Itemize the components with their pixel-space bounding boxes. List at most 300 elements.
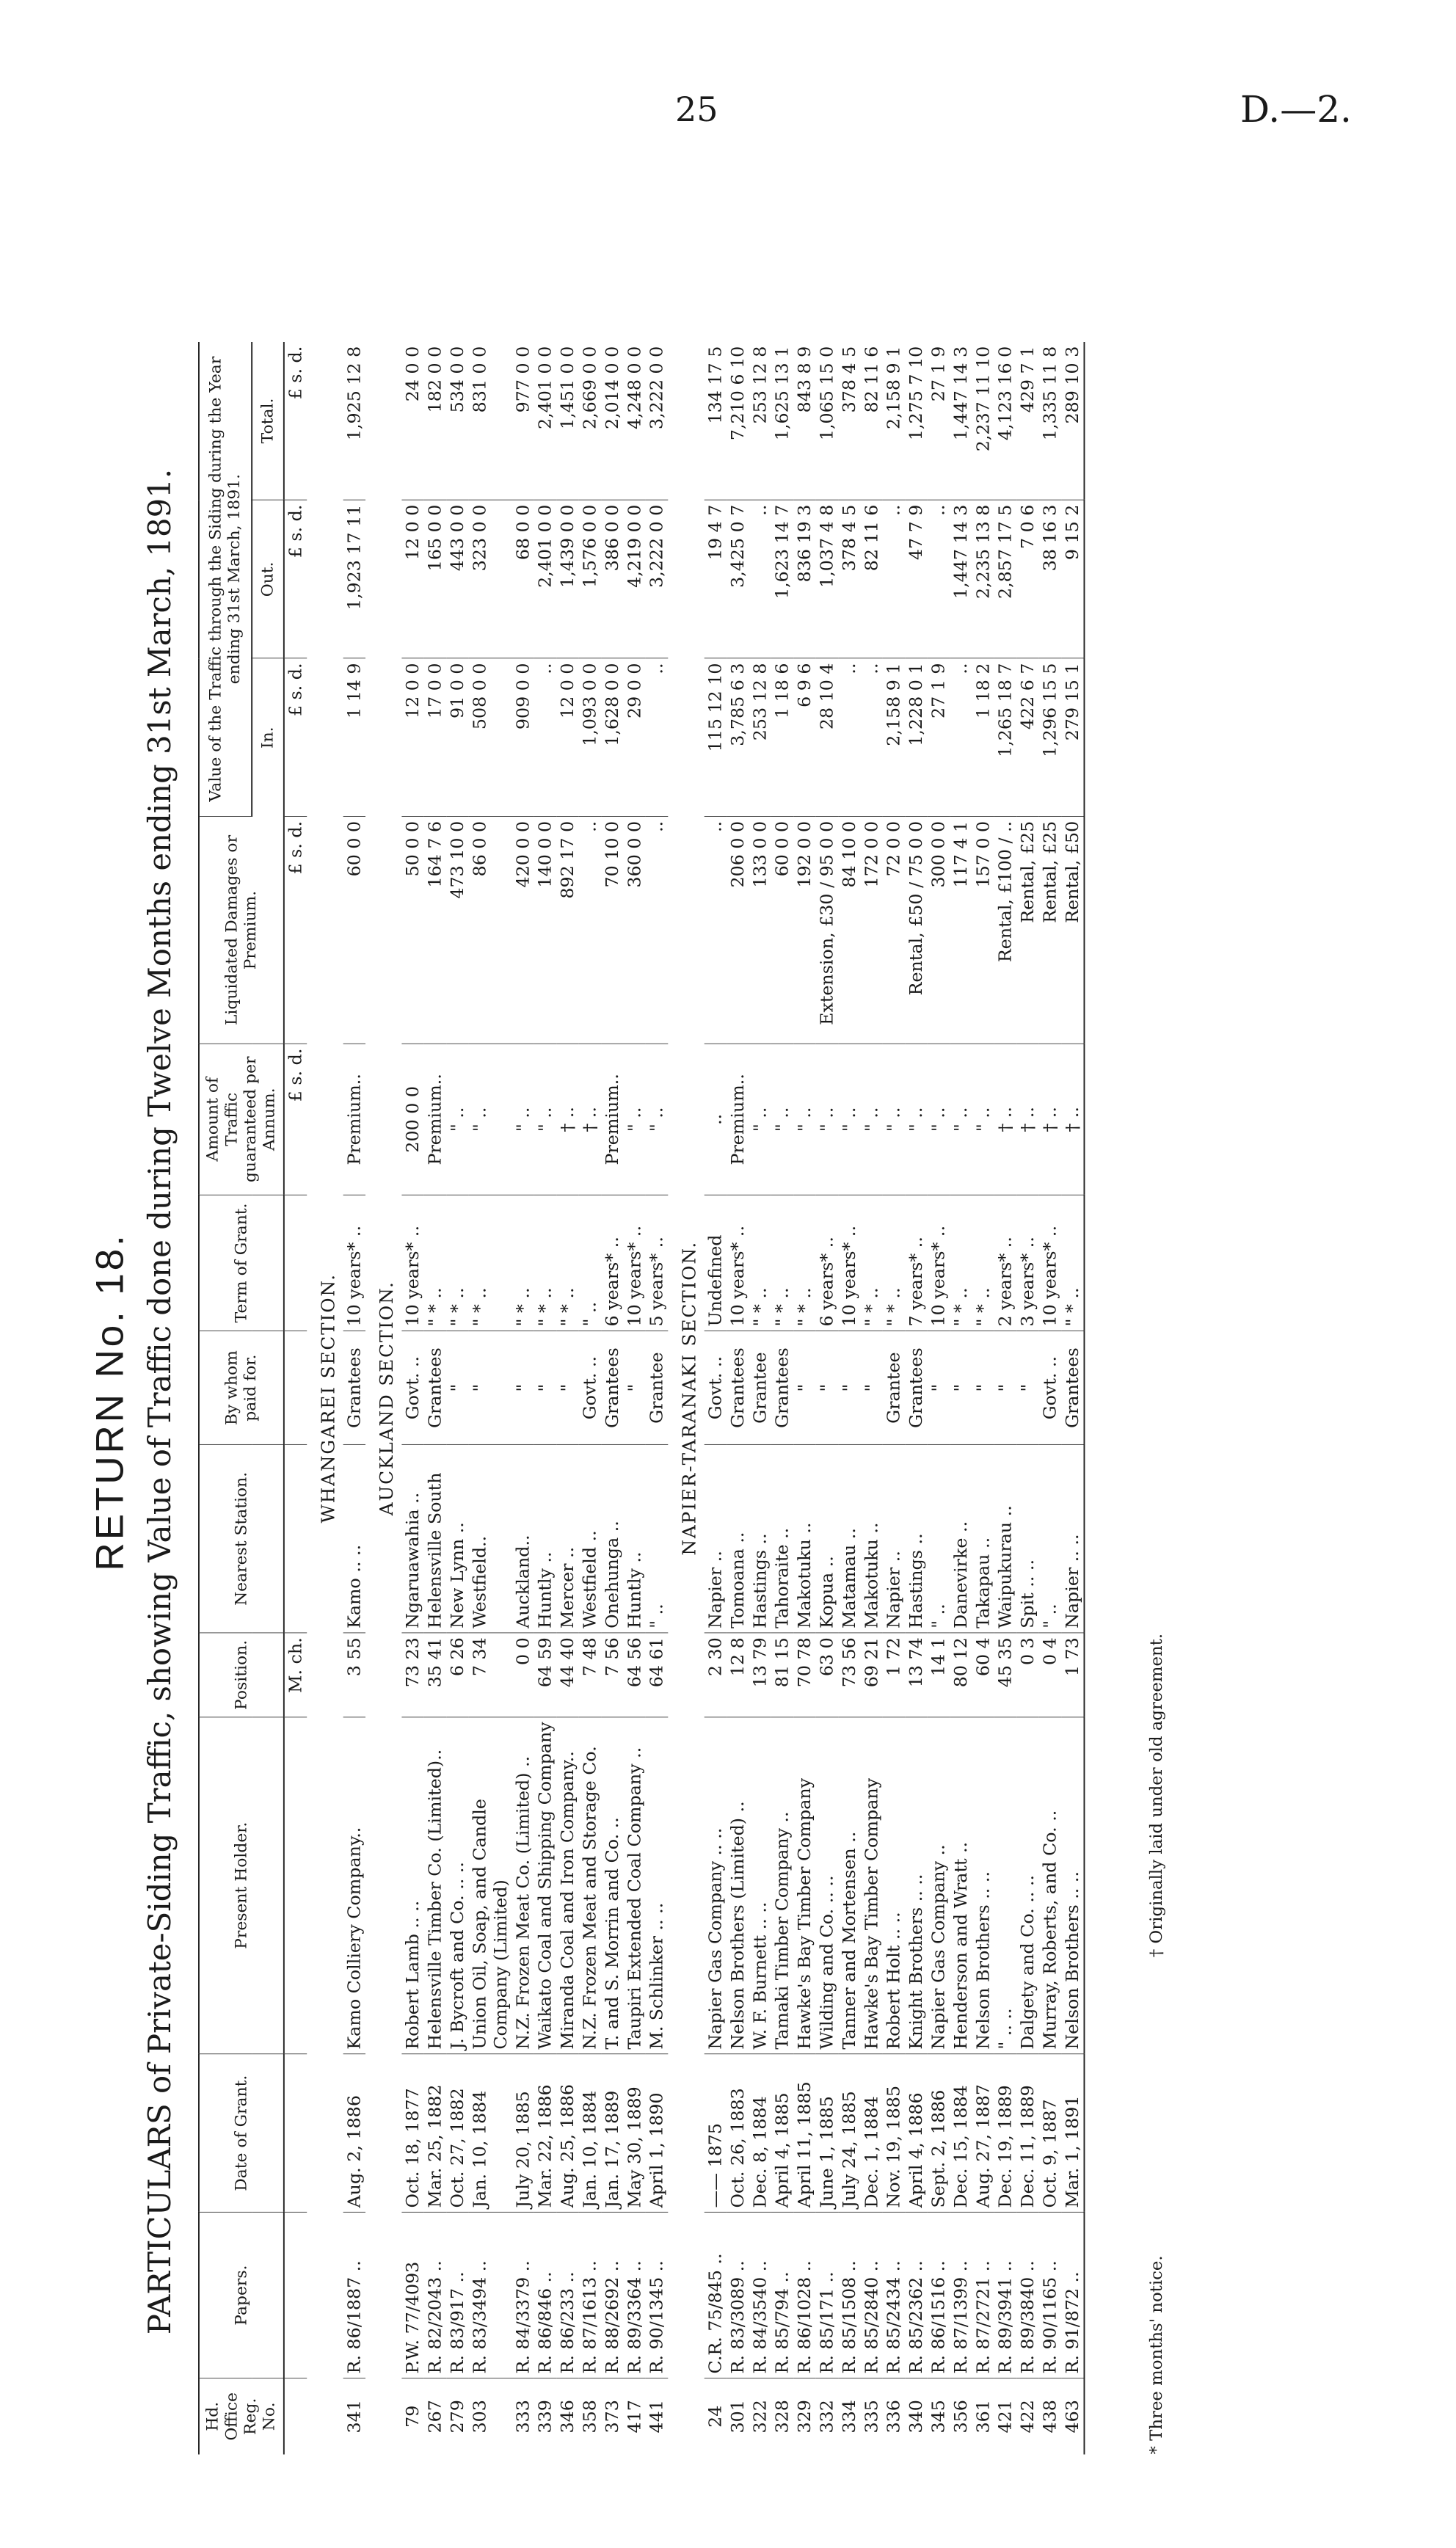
cell-out: 12 0 0 (401, 500, 423, 658)
cell-term: " * .. (424, 1195, 446, 1331)
cell-total: 1,335 11 8 (1039, 342, 1061, 500)
cell-holder: Nelson Brothers .. .. (1061, 1717, 1084, 2054)
cell-holder: Murray, Roberts, and Co. .. (1039, 1717, 1061, 2054)
unit-position: M. ch. (284, 1633, 307, 1717)
cell-damages: 86 0 0 (469, 817, 512, 1044)
cell-station: Takapau .. (972, 1445, 994, 1633)
cell-in: .. (861, 658, 883, 816)
cell-damages: Extension, £30 / 95 0 0 (816, 817, 838, 1044)
table-row (771, 342, 793, 2455)
cell-papers: R. 88/2692 .. (601, 2213, 623, 2378)
cell-damages: 420 0 0 (512, 817, 534, 1044)
cell-station: Napier .. (883, 1445, 905, 1633)
cell-damages: 140 0 0 (534, 817, 556, 1044)
cell-date: Mar. 25, 1882 (424, 2054, 446, 2213)
cell-office-no: 303 (469, 2400, 490, 2434)
cell-position: 44 40 (556, 1633, 578, 1717)
col-present-holder: Present Holder. (199, 1717, 284, 2054)
cell-term: 7 years* .. (905, 1195, 927, 1331)
cell-total: 429 7 1 (1016, 342, 1038, 500)
cell-paid-by: Govt. .. (705, 1331, 727, 1445)
cell-papers: R. 85/794 .. (771, 2213, 793, 2378)
cell-in: 909 0 0 (512, 658, 534, 816)
table-row (749, 342, 771, 2455)
cell-term: 10 years* .. (838, 1195, 860, 1331)
cell-paid-by: Grantees (1061, 1331, 1084, 1445)
cell-date: Dec. 19, 1889 (994, 2054, 1016, 2213)
table-row (950, 342, 972, 2455)
document-reference: D.—2. (1240, 88, 1352, 131)
cell-station: Napier .. .. (1061, 1445, 1084, 1633)
cell-paid-by: " (816, 1331, 838, 1445)
cell-position: 73 23 (401, 1633, 423, 1717)
cell-in: 12 0 0 (556, 658, 578, 816)
cell-total: 2,158 9 1 (883, 342, 905, 500)
cell-paid-by: " (469, 1331, 512, 1445)
cell-paid-by: Grantees (424, 1331, 446, 1445)
cell-station: Huntly .. (534, 1445, 556, 1633)
cell-total: 253 12 8 (749, 342, 771, 500)
cell-position: 35 41 (424, 1633, 446, 1717)
cell-in: 6 9 6 (793, 658, 815, 816)
cell-office-no: 356 (950, 2400, 971, 2434)
cell-papers: R. 85/2434 .. (883, 2213, 905, 2378)
cell-holder: Dalgety and Co. .. .. (1016, 1717, 1038, 2054)
cell-office-no: 332 (816, 2400, 837, 2434)
col-total: Total. (252, 342, 284, 500)
cell-office-no: 301 (727, 2400, 748, 2434)
cell-total: 4,123 16 0 (994, 342, 1016, 500)
cell-date: Mar. 1, 1891 (1061, 2054, 1084, 2213)
section-heading-row (365, 342, 401, 2455)
cell-damages: Rental, £25 (1039, 817, 1061, 1044)
cell-position: 13 79 (749, 1633, 771, 1717)
cell-out: 378 4 5 (838, 500, 860, 658)
cell-position: 1 73 (1061, 1633, 1084, 1717)
cell-paid-by: Govt. .. (579, 1331, 601, 1445)
cell-position: 3 55 (343, 1633, 365, 1717)
cell-out: .. (928, 500, 950, 658)
unit-guaranteed: £ s. d. (284, 1044, 307, 1195)
cell-in: 27 1 9 (928, 658, 950, 816)
cell-station: Kopua .. (816, 1445, 838, 1633)
table-row (343, 342, 365, 2455)
cell-out: 323 0 0 (469, 500, 512, 658)
cell-paid-by: " (556, 1331, 578, 1445)
cell-holder: Tanner and Mortensen .. (838, 1717, 860, 2054)
cell-damages: .. (579, 817, 601, 1044)
cell-station: Ngaruawahia .. (401, 1445, 423, 1633)
cell-position: 7 34 (469, 1633, 512, 1717)
cell-position: 64 59 (534, 1633, 556, 1717)
cell-station: Westfield .. (579, 1445, 601, 1633)
cell-holder: Tamaki Timber Company .. (771, 1717, 793, 2054)
cell-term: " .. (579, 1195, 601, 1331)
cell-in: 2,158 9 1 (883, 658, 905, 816)
cell-damages: 192 0 0 (793, 817, 815, 1044)
cell-guaranteed: " .. (771, 1044, 793, 1195)
table-row (928, 342, 950, 2455)
table-row (556, 342, 578, 2455)
cell-position: 45 35 (994, 1633, 1016, 1717)
cell-out: 443 0 0 (446, 500, 468, 658)
cell-position: 60 4 (972, 1633, 994, 1717)
cell-term: " * .. (950, 1195, 972, 1331)
cell-damages: 157 0 0 (972, 817, 994, 1044)
table-row (861, 342, 883, 2455)
table-row (793, 342, 815, 2455)
cell-total: 2,401 0 0 (534, 342, 556, 500)
table-row (838, 342, 860, 2455)
cell-guaranteed: Premium.. (343, 1044, 365, 1195)
cell-guaranteed: " .. (905, 1044, 927, 1195)
col-value-group: Value of the Traffic through the Siding during the Year ending 31st March, 1891. (199, 342, 252, 817)
cell-office-no: 322 (749, 2400, 770, 2434)
section-heading-row (668, 342, 704, 2455)
cell-damages: 133 0 0 (749, 817, 771, 1044)
table-subtitle: PARTICULARS of Private-Siding Traffic, showing Value of Traffic done during Twelve Months ending 31st March, 1891. (142, 468, 178, 2335)
col-paid-by: By whom paid for. (199, 1331, 284, 1445)
cell-date: Nov. 19, 1885 (883, 2054, 905, 2213)
cell-guaranteed: " .. (749, 1044, 771, 1195)
cell-term: " * .. (556, 1195, 578, 1331)
cell-position: 13 74 (905, 1633, 927, 1717)
cell-in: 253 12 8 (749, 658, 771, 816)
cell-papers: R. 85/2362 .. (905, 2213, 927, 2378)
cell-station: Hastings .. (905, 1445, 927, 1633)
cell-paid-by: " (624, 1331, 646, 1445)
section-heading: WHANGAREI SECTION. (318, 1273, 339, 1524)
cell-holder: Napier Gas Company .. (928, 1717, 950, 2054)
cell-in: .. (950, 658, 972, 816)
cell-guaranteed: " .. (624, 1044, 646, 1195)
cell-total: 2,669 0 0 (579, 342, 601, 500)
cell-holder: Miranda Coal and Iron Company.. (556, 1717, 578, 2054)
cell-holder: Waikato Coal and Shipping Company (534, 1717, 556, 2054)
cell-in: 91 0 0 (446, 658, 468, 816)
cell-office-no: 417 (624, 2400, 644, 2434)
cell-total: 134 17 5 (705, 342, 727, 500)
cell-out: 1,623 14 7 (771, 500, 793, 658)
cell-guaranteed: " .. (861, 1044, 883, 1195)
cell-damages: 360 0 0 (624, 817, 646, 1044)
cell-out: 3,222 0 0 (646, 500, 668, 658)
cell-holder: Robert Lamb .. .. (401, 1717, 423, 2054)
cell-papers: R. 87/1399 .. (950, 2213, 972, 2378)
cell-out: 3,425 0 7 (727, 500, 749, 658)
col-date-of-grant: Date of Grant. (199, 2054, 284, 2213)
cell-papers: R. 86/1516 .. (928, 2213, 950, 2378)
cell-holder: N.Z. Frozen Meat Co. (Limited) .. (512, 1717, 534, 2054)
cell-holder: Nelson Brothers (Limited) .. (727, 1717, 749, 2054)
cell-total: 4,248 0 0 (624, 342, 646, 500)
table-row (601, 342, 623, 2455)
cell-office-no: 339 (534, 2400, 556, 2434)
cell-office-no: 438 (1039, 2400, 1060, 2434)
cell-position: 70 78 (793, 1633, 815, 1717)
cell-office-no: 346 (557, 2400, 578, 2434)
cell-holder: Hawke's Bay Timber Company (861, 1717, 883, 2054)
cell-damages: 172 0 0 (861, 817, 883, 1044)
cell-papers: R. 83/3494 .. (469, 2213, 512, 2378)
cell-date: July 24, 1885 (838, 2054, 860, 2213)
cell-damages: 72 0 0 (883, 817, 905, 1044)
cell-position: 12 8 (727, 1633, 749, 1717)
cell-out: 165 0 0 (424, 500, 446, 658)
cell-damages: Rental, £25 (1016, 817, 1038, 1044)
cell-out: 2,235 13 8 (972, 500, 994, 658)
cell-out: 2,401 0 0 (534, 500, 556, 658)
cell-damages: 70 10 0 (601, 817, 623, 1044)
cell-term: " * .. (534, 1195, 556, 1331)
cell-term: " * .. (512, 1195, 534, 1331)
cell-damages: 892 17 0 (556, 817, 578, 1044)
cell-in: 12 0 0 (401, 658, 423, 816)
cell-holder: Helensville Timber Co. (Limited).. (424, 1717, 446, 2054)
table-row (972, 342, 994, 2455)
cell-damages: 50 0 0 (401, 817, 423, 1044)
cell-term: 2 years* .. (994, 1195, 1016, 1331)
cell-date: July 20, 1885 (512, 2054, 534, 2213)
table-row (883, 342, 905, 2455)
cell-total: 2,014 0 0 (601, 342, 623, 500)
cell-holder: Knight Brothers .. .. (905, 1717, 927, 2054)
cell-holder: M. Schlinker .. .. (646, 1717, 668, 2054)
cell-holder: Henderson and Wratt .. (950, 1717, 972, 2054)
table-row (401, 342, 423, 2455)
cell-term: " * .. (749, 1195, 771, 1331)
cell-station: Auckland.. (512, 1445, 534, 1633)
cell-term: " * .. (883, 1195, 905, 1331)
table-row (579, 342, 601, 2455)
cell-in: 115 12 10 (705, 658, 727, 816)
cell-station: Mercer .. (556, 1445, 578, 1633)
cell-station: Waipukurau .. (994, 1445, 1016, 1633)
cell-out: 836 19 3 (793, 500, 815, 658)
cell-total: 1,275 7 10 (905, 342, 927, 500)
cell-out: 1,447 14 3 (950, 500, 972, 658)
cell-station: Kamo .. .. (343, 1445, 365, 1633)
cell-office-no: 329 (794, 2400, 815, 2434)
cell-papers: R. 86/846 .. (534, 2213, 556, 2378)
table-row (469, 342, 512, 2455)
cell-position: 7 48 (579, 1633, 601, 1717)
cell-paid-by: Govt. .. (1039, 1331, 1061, 1445)
cell-total: 378 4 5 (838, 342, 860, 500)
cell-date: April 1, 1890 (646, 2054, 668, 2213)
cell-station: " .. (1039, 1445, 1061, 1633)
cell-out: 68 0 0 (512, 500, 534, 658)
unit-out: £ s. d. (284, 500, 307, 658)
cell-papers: C.R. 75/845 .. (705, 2213, 727, 2378)
cell-guaranteed: † .. (1061, 1044, 1084, 1195)
rotated-content (59, 286, 1314, 2517)
cell-paid-by: " (972, 1331, 994, 1445)
cell-office-no: 373 (602, 2400, 622, 2434)
cell-position: 0 4 (1039, 1633, 1061, 1717)
cell-station: Spit .. .. (1016, 1445, 1038, 1633)
cell-paid-by: Govt. .. (401, 1331, 423, 1445)
cell-guaranteed: " .. (838, 1044, 860, 1195)
cell-office-no: 361 (972, 2400, 993, 2434)
cell-office-no: 345 (928, 2400, 949, 2434)
cell-in: .. (838, 658, 860, 816)
cell-holder: Napier Gas Company .. .. (705, 1717, 727, 2054)
col-papers: Papers. (199, 2213, 284, 2378)
cell-damages: 60 0 0 (771, 817, 793, 1044)
col-damages: Liquidated Damages or Premium. (199, 817, 284, 1044)
cell-in: 28 10 4 (816, 658, 838, 816)
cell-paid-by: Grantees (905, 1331, 927, 1445)
cell-total: 289 10 3 (1061, 342, 1084, 500)
cell-total: 182 0 0 (424, 342, 446, 500)
cell-in: 1 18 2 (972, 658, 994, 816)
cell-guaranteed: Premium.. (424, 1044, 446, 1195)
cell-term: 6 years* .. (601, 1195, 623, 1331)
cell-office-no: 334 (839, 2400, 859, 2434)
cell-station: Helensville South (424, 1445, 446, 1633)
cell-position: 63 0 (816, 1633, 838, 1717)
cell-guaranteed: " .. (469, 1044, 512, 1195)
cell-papers: R. 90/1345 .. (646, 2213, 668, 2378)
col-term: Term of Grant. (199, 1195, 284, 1331)
cell-total: 534 0 0 (446, 342, 468, 500)
cell-out: 38 16 3 (1039, 500, 1061, 658)
cell-office-no: 24 (705, 2405, 726, 2428)
cell-papers: R. 87/1613 .. (579, 2213, 601, 2378)
cell-date: Oct. 26, 1883 (727, 2054, 749, 2213)
cell-paid-by: Grantee (749, 1331, 771, 1445)
cell-papers: R. 85/171 .. (816, 2213, 838, 2378)
cell-term: " * .. (793, 1195, 815, 1331)
cell-out: 1,439 0 0 (556, 500, 578, 658)
cell-out: 82 11 6 (861, 500, 883, 658)
cell-station: " .. (646, 1445, 668, 1633)
cell-term: " * .. (1061, 1195, 1084, 1331)
table-body (284, 342, 1085, 2455)
cell-guaranteed: .. (705, 1044, 727, 1195)
cell-total: 82 11 6 (861, 342, 883, 500)
cell-office-no: 79 (402, 2405, 423, 2428)
table-row (816, 342, 838, 2455)
rotated-table-area (0, 169, 1456, 2548)
cell-guaranteed: Premium.. (727, 1044, 749, 1195)
cell-term: 10 years* .. (1039, 1195, 1061, 1331)
cell-papers: R. 82/2043 .. (424, 2213, 446, 2378)
cell-guaranteed: † .. (556, 1044, 578, 1195)
cell-papers: R. 84/3379 .. (512, 2213, 534, 2378)
cell-damages: 164 7 6 (424, 817, 446, 1044)
table-row (1039, 342, 1061, 2455)
col-out: Out. (252, 500, 284, 658)
cell-office-no: 333 (512, 2400, 533, 2434)
cell-office-no: 421 (994, 2400, 1016, 2434)
cell-guaranteed: " .. (512, 1044, 534, 1195)
cell-guaranteed: † .. (579, 1044, 601, 1195)
table-row (446, 342, 468, 2455)
cell-holder: T. and S. Morrin and Co. .. (601, 1717, 623, 2054)
cell-office-no: 335 (861, 2400, 881, 2434)
cell-holder: Wilding and Co. .. .. (816, 1717, 838, 2054)
cell-guaranteed: " .. (646, 1044, 668, 1195)
table-row (727, 342, 749, 2455)
cell-papers: R. 89/3840 .. (1016, 2213, 1038, 2378)
cell-station: Tahoraite .. (771, 1445, 793, 1633)
cell-station: Danevirke .. (950, 1445, 972, 1633)
cell-in: 17 0 0 (424, 658, 446, 816)
cell-holder: J. Bycroft and Co. .. .. (446, 1717, 468, 2054)
cell-damages: .. (646, 817, 668, 1044)
footnote-old-agreement: † Originally laid under old agreement. (1146, 1633, 1166, 1958)
cell-term: " * .. (972, 1195, 994, 1331)
return-title: RETURN No. 18. (87, 1232, 131, 1571)
table-row (646, 342, 668, 2455)
cell-out: 4,219 0 0 (624, 500, 646, 658)
cell-papers: R. 83/917 .. (446, 2213, 468, 2378)
unit-total: £ s. d. (284, 342, 307, 500)
cell-station: Napier .. (705, 1445, 727, 1633)
col-in: In. (252, 658, 284, 816)
cell-term: 5 years* .. (646, 1195, 668, 1331)
cell-total: 1,447 14 3 (950, 342, 972, 500)
cell-in: 1 14 9 (343, 658, 365, 816)
cell-in: 422 6 7 (1016, 658, 1038, 816)
cell-term: 10 years* .. (928, 1195, 950, 1331)
cell-damages: Rental, £50 / 75 0 0 (905, 817, 927, 1044)
cell-in: 3,785 6 3 (727, 658, 749, 816)
cell-office-no: 441 (646, 2400, 667, 2434)
table-row (534, 342, 556, 2455)
cell-date: Oct. 18, 1877 (401, 2054, 423, 2213)
col-office-no: Hd. Office Reg. No. (199, 2378, 284, 2455)
cell-papers: R. 89/3364 .. (624, 2213, 646, 2378)
cell-holder: Robert Holt .. .. (883, 1717, 905, 2054)
cell-date: Aug. 2, 1886 (343, 2054, 365, 2213)
cell-position: 64 56 (624, 1633, 646, 1717)
cell-office-no: 336 (883, 2400, 904, 2434)
cell-total: 977 0 0 (512, 342, 534, 500)
cell-guaranteed: Premium.. (601, 1044, 623, 1195)
cell-guaranteed: † .. (1016, 1044, 1038, 1195)
cell-date: Oct. 9, 1887 (1039, 2054, 1061, 2213)
cell-guaranteed: " .. (816, 1044, 838, 1195)
page-header (0, 0, 1456, 169)
cell-office-no: 341 (343, 2400, 365, 2434)
cell-station: New Lynn .. (446, 1445, 468, 1633)
cell-date: June 1, 1885 (816, 2054, 838, 2213)
cell-in: .. (646, 658, 668, 816)
cell-date: Aug. 25, 1886 (556, 2054, 578, 2213)
cell-out: .. (749, 500, 771, 658)
cell-total: 24 0 0 (401, 342, 423, 500)
cell-out: 7 0 6 (1016, 500, 1038, 658)
cell-date: —— 1875 (705, 2054, 727, 2213)
cell-in: 1,265 18 7 (994, 658, 1016, 816)
cell-paid-by: Grantee (883, 1331, 905, 1445)
cell-papers: R. 85/1508 .. (838, 2213, 860, 2378)
table-row (512, 342, 534, 2455)
cell-position: 69 21 (861, 1633, 883, 1717)
cell-date: Jan. 17, 1889 (601, 2054, 623, 2213)
cell-paid-by: " (1016, 1331, 1038, 1445)
cell-paid-by: " (838, 1331, 860, 1445)
cell-position: 6 26 (446, 1633, 468, 1717)
cell-position: 81 15 (771, 1633, 793, 1717)
cell-term: 10 years* .. (343, 1195, 365, 1331)
cell-term: 10 years* .. (624, 1195, 646, 1331)
cell-date: Dec. 15, 1884 (950, 2054, 972, 2213)
cell-guaranteed: " .. (928, 1044, 950, 1195)
